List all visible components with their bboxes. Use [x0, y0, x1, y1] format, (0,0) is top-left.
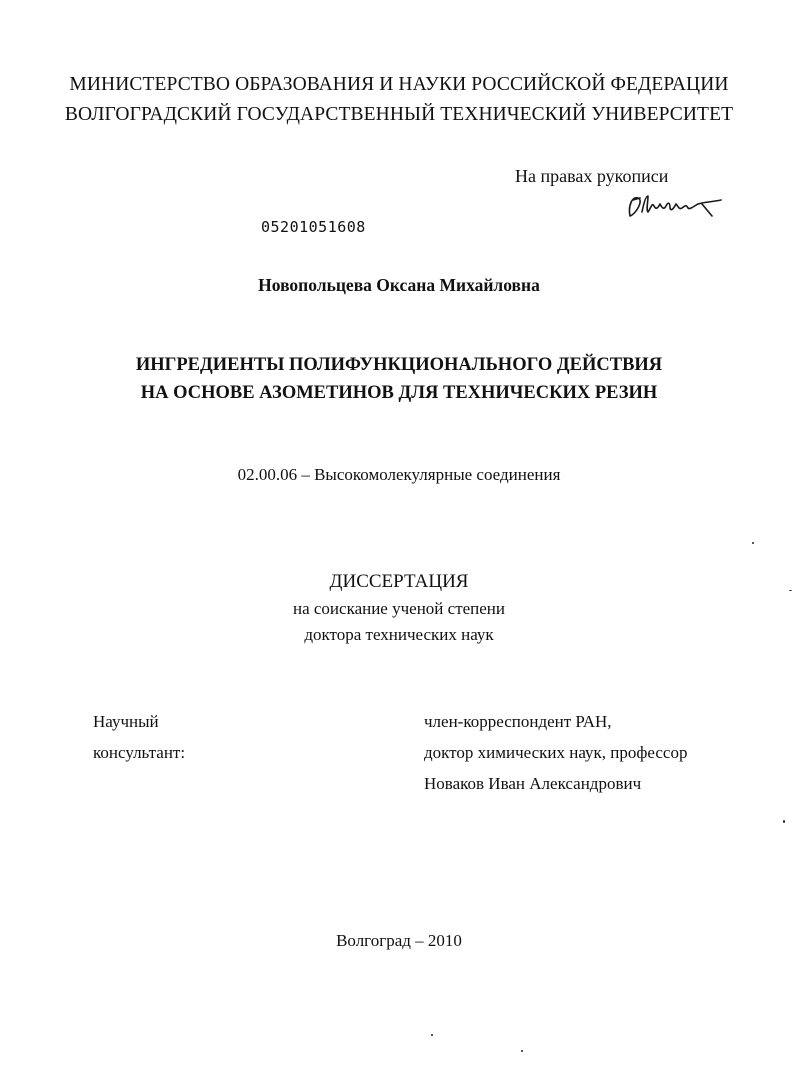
degree-line-2: доктора технических наук [304, 625, 494, 644]
document-number: 05201051608 [261, 218, 366, 236]
city-year: Волгоград – 2010 [336, 931, 462, 950]
advisor-title: член-корреспондент РАН, [424, 712, 612, 731]
scan-speck [789, 590, 792, 591]
advisor-degree: доктор химических наук, профессор [424, 743, 688, 762]
dissertation-title-line-2: НА ОСНОВЕ АЗОМЕТИНОВ ДЛЯ ТЕХНИЧЕСКИХ РЕЗИН [140, 383, 658, 403]
thesis-type: ДИССЕРТАЦИЯ [329, 571, 469, 592]
handwritten-signature [624, 188, 724, 224]
ministry-name: МИНИСТЕРСТВО ОБРАЗОВАНИЯ И НАУКИ РОССИЙСКОЙ ФЕДЕРАЦИИ [69, 74, 729, 95]
dissertation-title-line-1: ИНГРЕДИЕНТЫ ПОЛИФУНКЦИОНАЛЬНОГО ДЕЙСТВИЯ [135, 355, 663, 375]
university-name: ВОЛГОГРАДСКИЙ ГОСУДАРСТВЕННЫЙ ТЕХНИЧЕСКИЙ УНИВЕРСИТЕТ [64, 104, 734, 125]
advisor-name: Новаков Иван Александрович [424, 774, 642, 793]
scan-speck [431, 1034, 433, 1036]
advisor-label-line-1: Научный [93, 712, 159, 731]
scan-speck [521, 1050, 523, 1052]
manuscript-rights-note: На правах рукописи [515, 166, 669, 186]
advisor-label-line-2: консультант: [93, 743, 186, 762]
scan-speck [752, 542, 754, 544]
author-name: Новопольцева Оксана Михайловна [258, 275, 540, 295]
scan-speck [783, 820, 785, 823]
specialty-code: 02.00.06 – Высокомолекулярные соединения [237, 465, 561, 484]
degree-line-1: на соискание ученой степени [292, 599, 506, 618]
